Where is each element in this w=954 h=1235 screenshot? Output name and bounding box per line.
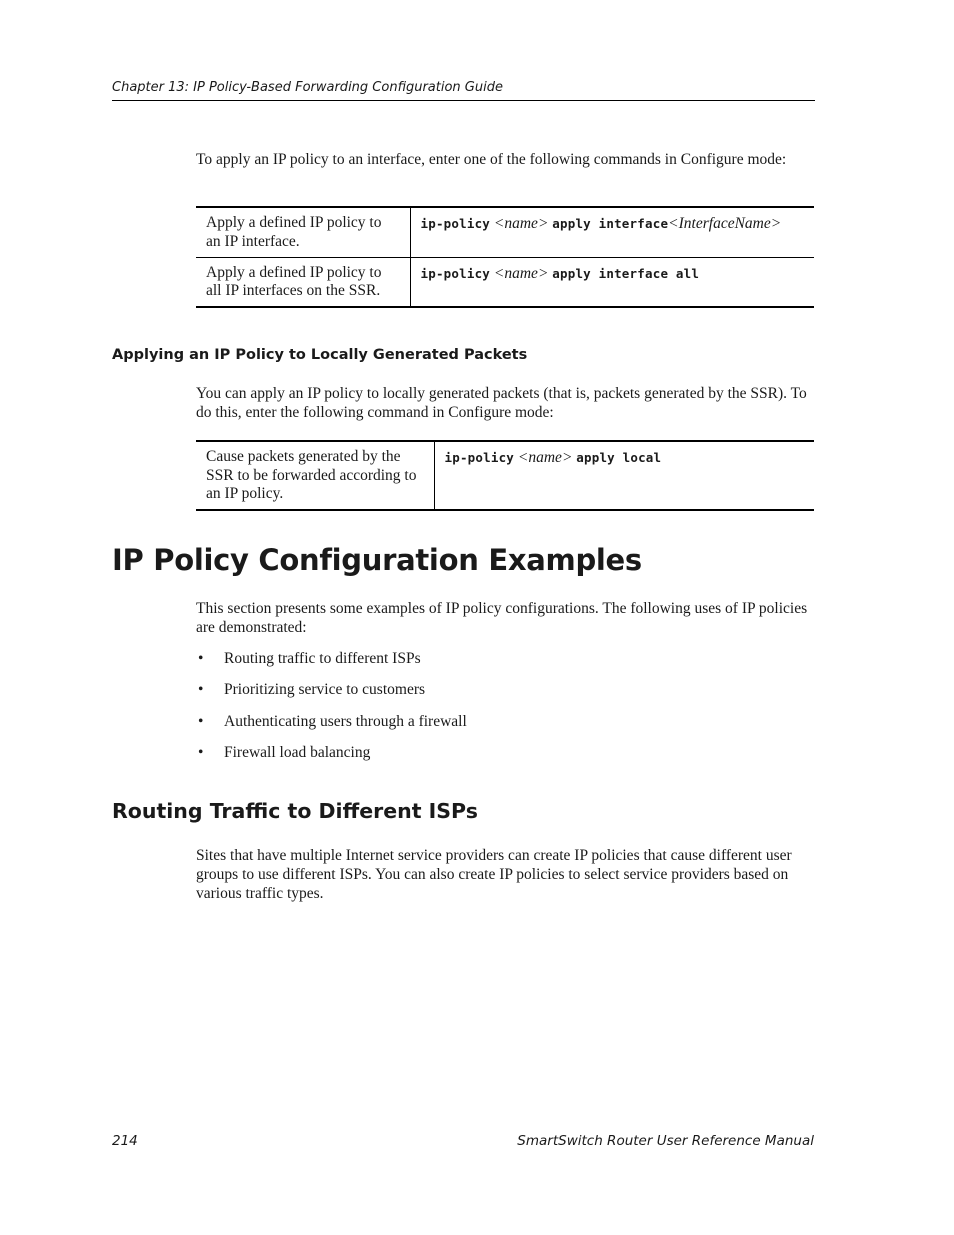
command-keyword: ip-policy <box>420 265 491 281</box>
command-syntax <box>410 207 814 257</box>
command-keyword: ip-policy <box>444 450 515 465</box>
command-table-interface <box>196 206 814 308</box>
manual-title: SmartSwitch Router User Reference Manual <box>517 1133 814 1149</box>
command-syntax <box>410 257 814 307</box>
bullet-icon: • <box>198 650 204 667</box>
command-description: Apply a defined IP policy to all IP interfaces on the SSR. <box>196 257 410 307</box>
header-rule <box>112 100 815 101</box>
list-item-text: Prioritizing service to customers <box>224 681 426 699</box>
page-number: 214 <box>112 1133 138 1149</box>
list-item <box>196 743 467 774</box>
table-row <box>196 257 814 307</box>
routing-paragraph: Sites that have multiple Internet service providers can create IP policies that cause different user groups to use different ISPs. You can also create IP policies to select service providers based on various traffic types. <box>196 847 792 902</box>
list-item <box>196 712 467 743</box>
command-argument: <name> <box>493 215 549 232</box>
command-argument: <name> <box>517 449 573 466</box>
section-heading-local-packets: Applying an IP Policy to Locally Generated Packets <box>112 347 528 363</box>
examples-paragraph: This section presents some examples of IP policy configurations. The following uses of IP policies are demonstrated: <box>196 600 808 636</box>
command-syntax <box>434 441 814 510</box>
command-argument: <name> <box>493 264 549 282</box>
command-keyword: apply interface <box>552 216 669 231</box>
running-header: Chapter 13: IP Policy-Based Forwarding Configuration Guide <box>112 80 503 95</box>
command-keyword: apply local <box>576 450 662 465</box>
page-title: IP Policy Configuration Examples <box>112 543 642 577</box>
list-item-text: Firewall load balancing <box>224 743 371 761</box>
list-item <box>196 649 467 680</box>
table-row <box>196 441 814 510</box>
command-description: Apply a defined IP policy to an IP interface. <box>196 207 410 257</box>
examples-list <box>196 649 467 774</box>
command-keyword: ip-policy <box>420 216 491 231</box>
bullet-icon: • <box>198 743 204 761</box>
command-argument: <InterfaceName> <box>668 215 782 232</box>
table-row <box>196 207 814 257</box>
command-table-local <box>196 440 814 511</box>
local-packets-paragraph: You can apply an IP policy to locally generated packets (that is, packets generated by the SSR). To do this, enter the following command in Configure mode: <box>196 385 807 421</box>
list-item-text: Routing traffic to different ISPs <box>224 650 421 667</box>
intro-paragraph: To apply an IP policy to an interface, enter one of the following commands in Configure mode: <box>196 151 787 168</box>
bullet-icon: • <box>198 712 204 730</box>
bullet-icon: • <box>198 681 204 699</box>
command-keyword: apply interface all <box>552 265 700 281</box>
section-heading-routing: Routing Traffic to Different ISPs <box>112 799 478 823</box>
list-item-text: Authenticating users through a firewall <box>224 712 467 730</box>
command-description: Cause packets generated by the SSR to be forwarded according to an IP policy. <box>196 441 434 510</box>
list-item <box>196 680 467 711</box>
